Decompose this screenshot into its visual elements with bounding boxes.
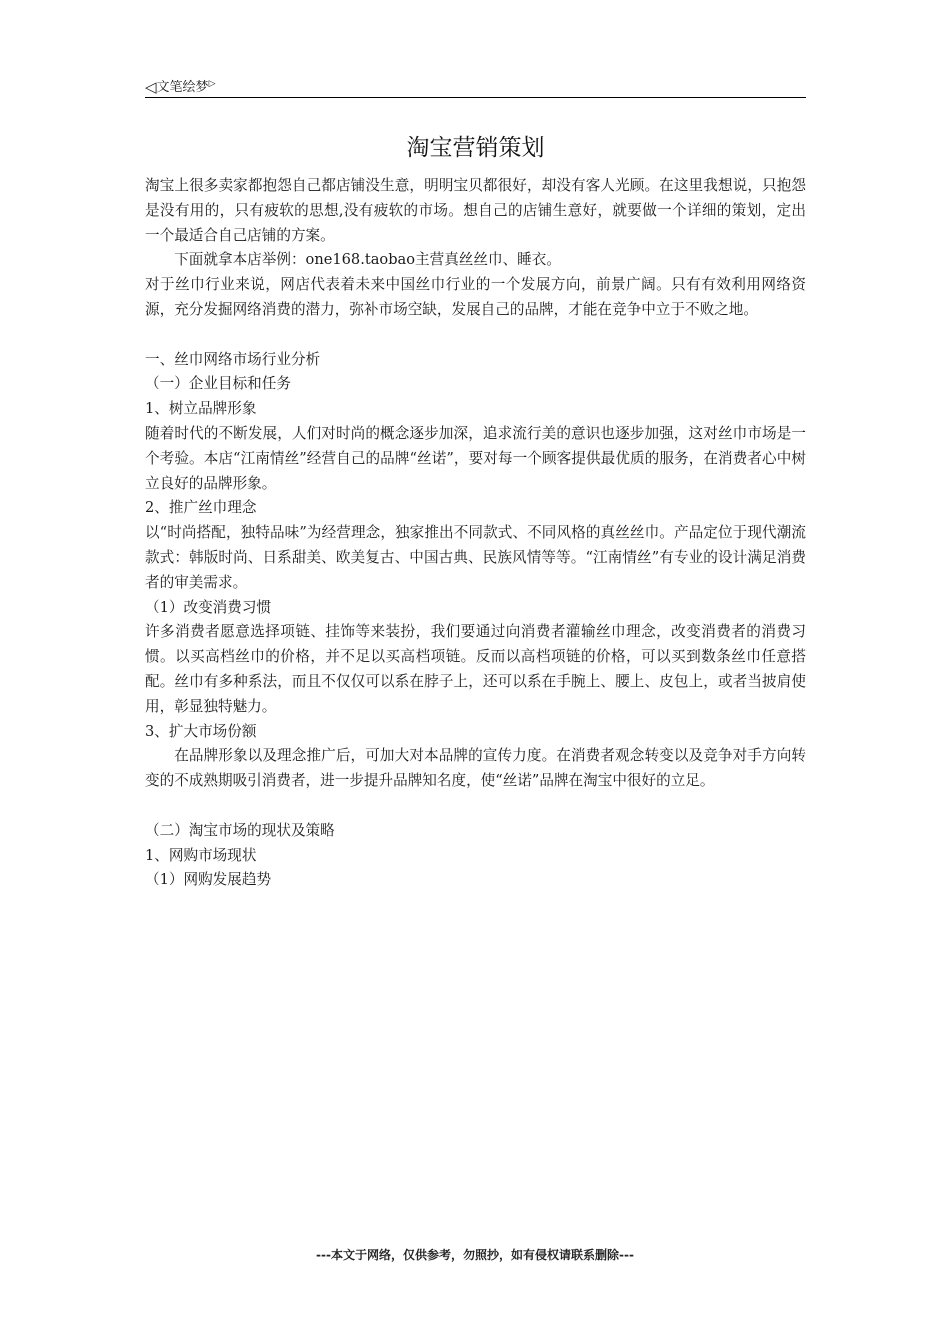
paragraph: 以“时尚搭配，独特品味”为经营理念，独家推出不同款式、不同风格的真丝丝巾。产品定位于现代潮流款式：韩版时尚、日系甜美、欧美复古、中国古典、民族风情等等。“江南情丝”有专业的设计满足消费者的审美需求。: [145, 524, 806, 591]
document-title: 淘宝营销策划: [406, 135, 545, 161]
paragraph: 下面就拿本店举例：one168.taobao主营真丝丝巾、睡衣。: [174, 251, 561, 269]
item-heading: 1、树立品牌形象: [145, 400, 257, 418]
header-label: [145, 75, 215, 97]
item-heading: 1、网购市场现状: [145, 846, 257, 864]
page-header: [145, 73, 806, 98]
header-title: 文笔绘梦: [156, 80, 209, 95]
paragraph: 在品牌形象以及理念推广后，可加大对本品牌的宣传力度。在消费者观念转变以及竞争对手方向转变的不成熟期吸引消费者，进一步提升品牌知名度，使“丝诺”品牌在淘宝中很好的立足。: [145, 747, 806, 790]
page-footer: ---本文于网络，仅供参考，勿照抄，如有侵权请联系删除---: [316, 1248, 634, 1262]
document-body: [145, 174, 806, 893]
paragraph: 淘宝上很多卖家都抱怨自己都店铺没生意，明明宝贝都很好，却没有客人光顾。在这里我想说，只抱怨是没有用的，只有疲软的思想,没有疲软的市场。想自己的店铺生意好，就要做一个详细的策划，定出一个最适合自己店铺的方案。: [145, 177, 806, 244]
paragraph: 许多消费者愿意选择项链、挂饰等来装扮，我们要通过向消费者灌输丝巾理念，改变消费者的消费习惯。以买高档丝巾的价格，并不足以买高档项链。反而以高档项链的价格，可以买到数条丝巾任意搭配。丝巾有多种系法，而且不仅仅可以系在脖子上，还可以系在手腕上、腰上、皮包上，或者当披肩使用，彰显独特魅力。: [145, 623, 806, 715]
blank-line: [145, 794, 806, 819]
triangle-left-icon: ◁: [145, 78, 157, 96]
blank-line: [145, 323, 806, 348]
paragraph: 对于丝巾行业来说，网店代表着未来中国丝巾行业的一个发展方向，前景广阔。只有有效利用网络资源，充分发掘网络消费的潜力，弥补市场空缺，发展自己的品牌，才能在竞争中立于不败之地。: [145, 276, 806, 318]
section-heading: 一、丝巾网络市场行业分析: [145, 350, 321, 368]
subsection-heading: （一）企业目标和任务: [145, 375, 291, 393]
subsection-heading: （二）淘宝市场的现状及策略: [145, 821, 335, 839]
item-heading: 2、推广丝巾理念: [145, 499, 257, 517]
triangle-right-icon: ▷: [208, 79, 216, 89]
item-heading: （1）网购发展趋势: [145, 871, 272, 889]
paragraph: 随着时代的不断发展，人们对时尚的概念逐步加深，追求流行美的意识也逐步加强，这对丝巾市场是一个考验。本店“江南情丝”经营自己的品牌“丝诺”，要对每一个顾客提供最优质的服务，在消费者心中树立良好的品牌形象。: [145, 424, 806, 492]
item-heading: 3、扩大市场份额: [145, 722, 257, 740]
item-heading: （1）改变消费习惯: [145, 598, 272, 616]
